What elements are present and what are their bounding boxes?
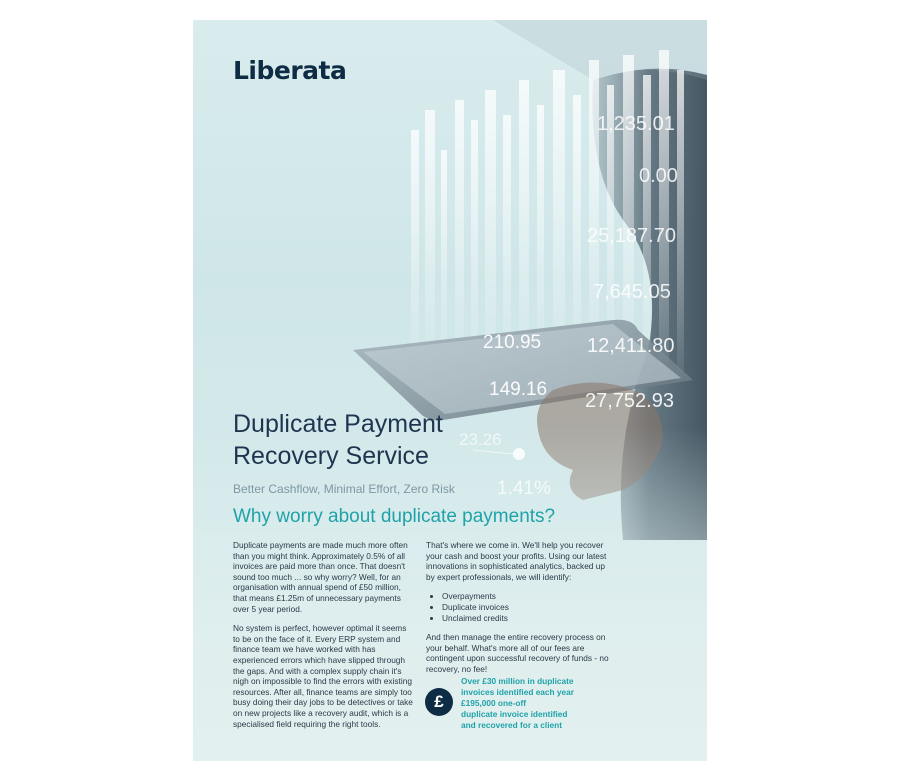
- body-paragraph: And then manage the entire recovery process on your behalf. What's more all of our fees are contingent upon successful recovery of funds - no recovery, no fee!: [426, 632, 609, 674]
- list-item: • Unclaimed credits: [442, 613, 612, 624]
- stat-text: [461, 676, 631, 731]
- stat-line: Over £30 million in duplicate: [461, 676, 574, 686]
- stat-line: duplicate invoice identified: [461, 709, 568, 719]
- stat-line: £195,000 one-off: [461, 698, 527, 708]
- title-line: Recovery Service: [233, 442, 429, 470]
- body-paragraph: Duplicate payments are made much more often than you might think. Approximately 0.5% of all invoices are paid more than once. That doesn't sound too much ... so why worry? Well, for an organisation with annual spend of £50 million, that means £1.25m of unnecessary payments over 5 year period.: [233, 540, 408, 614]
- right-column: [426, 540, 612, 684]
- title-line: Duplicate Payment: [233, 410, 443, 438]
- list-item: • Duplicate invoices: [442, 602, 612, 613]
- liberata-logo: Liberata: [233, 56, 347, 85]
- page-title: [233, 408, 493, 472]
- page-subtitle: Better Cashflow, Minimal Effort, Zero Risk: [233, 482, 455, 496]
- body-paragraph: That's where we come in. We'll help you recover your cash and boost your profits. Using our latest innovations in sophisticated analytics, backed up by expert professionals, we will identify:: [426, 540, 607, 582]
- stat-line: and recovered for a client: [461, 720, 562, 730]
- pound-coin-icon: £: [425, 688, 453, 716]
- identify-list: [426, 591, 612, 623]
- left-column: [233, 540, 413, 738]
- body-paragraph: No system is perfect, however optimal it seems to be on the face of it. Every ERP system and finance team we have worked with has experienced errors which have slipped through the gaps. And with a complex supply chain it's nigh on impossible to find the errors with existing resources. After all, finance teams are simply too busy doing their day jobs to be detectives or take on new projects like a recovery audit, which is a specialised field requiring the right tools.: [233, 623, 413, 729]
- brochure-page: [193, 20, 707, 761]
- section-heading: Why worry about duplicate payments?: [233, 506, 556, 527]
- list-item: • Overpayments: [442, 591, 612, 602]
- stat-line: invoices identified each year: [461, 687, 574, 697]
